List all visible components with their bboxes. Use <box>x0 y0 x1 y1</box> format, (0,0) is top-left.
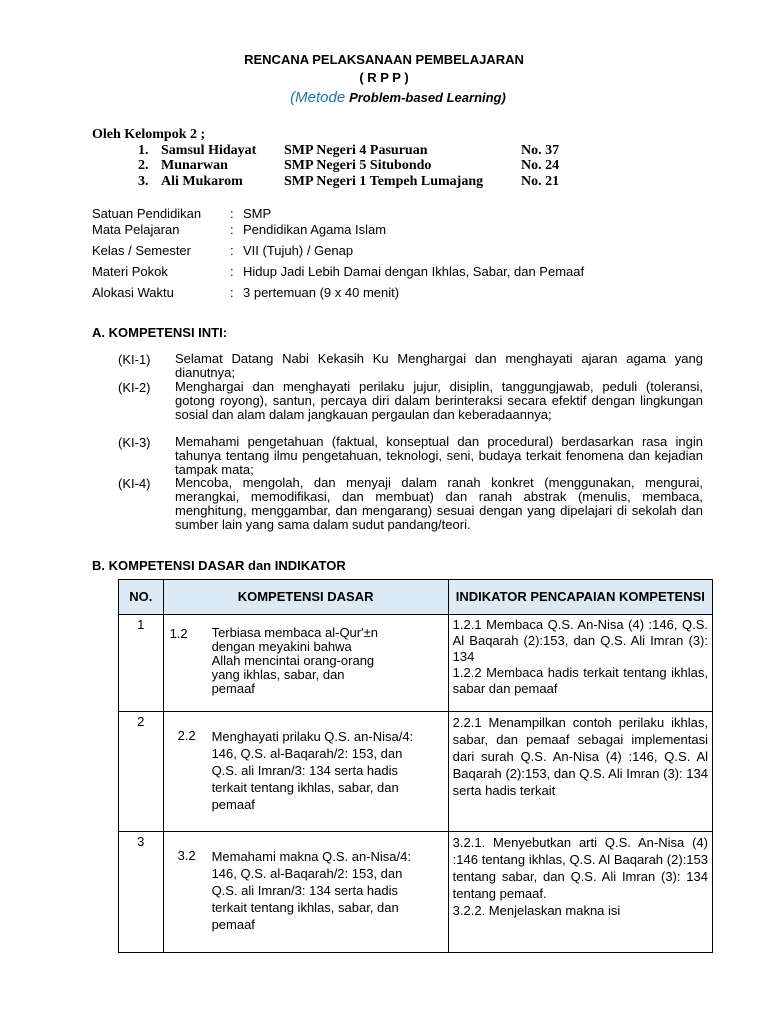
indicator-text: Menampilkan contoh perilaku ikhlas, sabar, dan pemaaf sebagai implementasi dari surah Q.S. An-Nisa (4) :146, Q.S. Al Baqarah (2):153, dan Q.S. Ali Imran (3): 134 serta hadis terkait <box>452 715 708 798</box>
member-num: 1. <box>138 143 149 158</box>
indicator-item <box>453 902 708 919</box>
indicator-cell <box>448 832 712 953</box>
member-school: SMP Negeri 4 Pasuruan <box>284 143 428 158</box>
row-no: 3 <box>119 832 164 953</box>
method-open: (Metode <box>290 89 346 106</box>
method-name: Problem-based Learning) <box>349 90 506 105</box>
indicator-cell <box>448 712 712 832</box>
kd-cell <box>163 712 448 832</box>
kd-number: 1.2 <box>169 626 188 641</box>
kd-text: Terbiasa membaca al-Qur'±n dengan meyakini bahwa Allah mencintai orang-orang yang ikhlas, sabar, dan pemaaf <box>211 625 378 696</box>
ki-text: Memahami pengetahuan (faktual, konseptual dan procedural) berdasarkan rasa ingin tahunya tentang ilmu pengetahuan, teknologi, seni, budaya terkait fenomena dan kejadian tampak mata; <box>175 434 703 477</box>
member-name: Munarwan <box>161 158 228 173</box>
member-school: SMP Negeri 1 Tempeh Lumajang <box>284 174 484 189</box>
col-header-kd: KOMPETENSI DASAR <box>163 580 448 615</box>
info-colon: : <box>230 222 234 237</box>
section-a-heading: A. KOMPETENSI INTI: <box>92 325 228 340</box>
method-line <box>0 89 768 106</box>
indicator-item <box>453 617 708 665</box>
indicator-text: Membaca Q.S. An-Nisa (4) :146, Q.S. Al Baqarah (2):153, dan Q.S. Ali Imran (3): 134 <box>452 617 708 664</box>
ki-text: Menghargai dan menghayati perilaku jujur, disiplin, tanggungjawab, peduli (toleransi, gotong royong), santun, percaya diri dalam berinteraksi secara efektif dengan lingkungan sosial dan alam dalam jangkauan pergaulan dan keberadaannya; <box>175 379 703 422</box>
ki-code: (KI-2) <box>118 380 151 395</box>
info-value: 3 pertemuan (9 x 40 menit) <box>243 285 400 300</box>
info-label: Alokasi Waktu <box>92 285 174 300</box>
kd-text: Memahami makna Q.S. an-Nisa/4: 146, Q.S. al-Baqarah/2: 153, dan Q.S. ali Imran/3: 134 serta hadis terkait tentang ikhlas, sabar, dan pemaaf <box>211 849 411 932</box>
member-num: 2. <box>138 158 149 173</box>
kd-number: 2.2 <box>177 728 196 743</box>
group-label: Oleh Kelompok 2 ; <box>92 127 206 142</box>
kd-number: 3.2 <box>177 848 196 863</box>
document-title: RENCANA PELAKSANAAN PEMBELAJARAN <box>244 52 524 67</box>
member-name: Samsul Hidayat <box>161 143 257 158</box>
info-colon: : <box>230 243 234 258</box>
table-row <box>119 615 713 712</box>
indicator-item <box>453 834 708 902</box>
info-value: Hidup Jadi Lebih Damai dengan Ikhlas, Sabar, dan Pemaaf <box>243 264 585 279</box>
table-row <box>119 832 713 953</box>
kd-text: Menghayati prilaku Q.S. an-Nisa/4: 146, Q.S. al-Baqarah/2: 153, dan Q.S. ali Imran/3: 134 serta hadis terkait tentang ikhlas, sabar, dan pemaaf <box>211 729 414 812</box>
table-header-row <box>119 580 713 615</box>
indicator-text: Membaca hadis terkait tentang ikhlas, sabar dan pemaaf <box>452 665 708 696</box>
info-label: Materi Pokok <box>92 264 168 279</box>
info-value: Pendidikan Agama Islam <box>243 222 387 237</box>
row-no: 1 <box>119 615 164 712</box>
row-no: 2 <box>119 712 164 832</box>
member-name: Ali Mukarom <box>161 174 243 189</box>
member-school: SMP Negeri 5 Situbondo <box>284 158 432 173</box>
col-header-indicator: INDIKATOR PENCAPAIAN KOMPETENSI <box>448 580 712 615</box>
member-num: 3. <box>138 174 149 189</box>
indicator-cell <box>448 615 712 712</box>
kd-cell <box>163 615 448 712</box>
info-value: VII (Tujuh) / Genap <box>243 243 354 258</box>
member-no: No. 24 <box>521 158 560 173</box>
info-label: Mata Pelajaran <box>92 222 180 237</box>
info-colon: : <box>230 285 234 300</box>
indicator-number: 3.2.1. <box>452 835 486 850</box>
table-row <box>119 712 713 832</box>
info-colon: : <box>230 264 234 279</box>
info-value: SMP <box>243 206 272 221</box>
indicator-number: 1.2.2 <box>452 665 482 680</box>
member-no: No. 21 <box>521 174 560 189</box>
ki-text: Mencoba, mengolah, dan menyaji dalam ranah konkret (menggunakan, mengurai, merangkai, memodifikasi, dan membuat) dan ranah abstrak (menulis, membaca, menghitung, menggambar, dan mengarang) sesuai dengan yang dipelajari di sekolah dan sumber lain yang sama dalam sudut pandang/teori. <box>175 475 703 532</box>
info-colon: : <box>230 206 234 221</box>
indicator-text: Menjelaskan makna isi <box>488 903 621 918</box>
section-b-heading: B. KOMPETENSI DASAR dan INDIKATOR <box>92 558 346 573</box>
indicator-number: 2.2.1 <box>452 715 482 730</box>
indicator-item <box>453 714 708 799</box>
indicator-number: 1.2.1 <box>452 617 482 632</box>
ki-code: (KI-3) <box>118 435 151 450</box>
col-header-no: NO. <box>119 580 164 615</box>
ki-code: (KI-4) <box>118 476 151 491</box>
indicator-text: Menyebutkan arti Q.S. An-Nisa (4) :146 tentang ikhlas, Q.S. Al Baqarah (2):153 tentang sabar, dan Q.S. Ali Imran (3): 134 tentang pemaaf. <box>452 835 708 901</box>
kd-cell <box>163 832 448 953</box>
info-label: Kelas / Semester <box>92 243 191 258</box>
member-no: No. 37 <box>521 143 560 158</box>
indicator-item <box>453 665 708 697</box>
competency-table <box>118 579 713 953</box>
indicator-number: 3.2.2. <box>452 903 486 918</box>
ki-code: (KI-1) <box>118 352 151 367</box>
ki-text: Selamat Datang Nabi Kekasih Ku Menghargai dan menghayati ajaran agama yang dianutnya; <box>175 351 703 380</box>
document-subtitle: ( R P P ) <box>359 70 409 85</box>
info-label: Satuan Pendidikan <box>92 206 202 221</box>
